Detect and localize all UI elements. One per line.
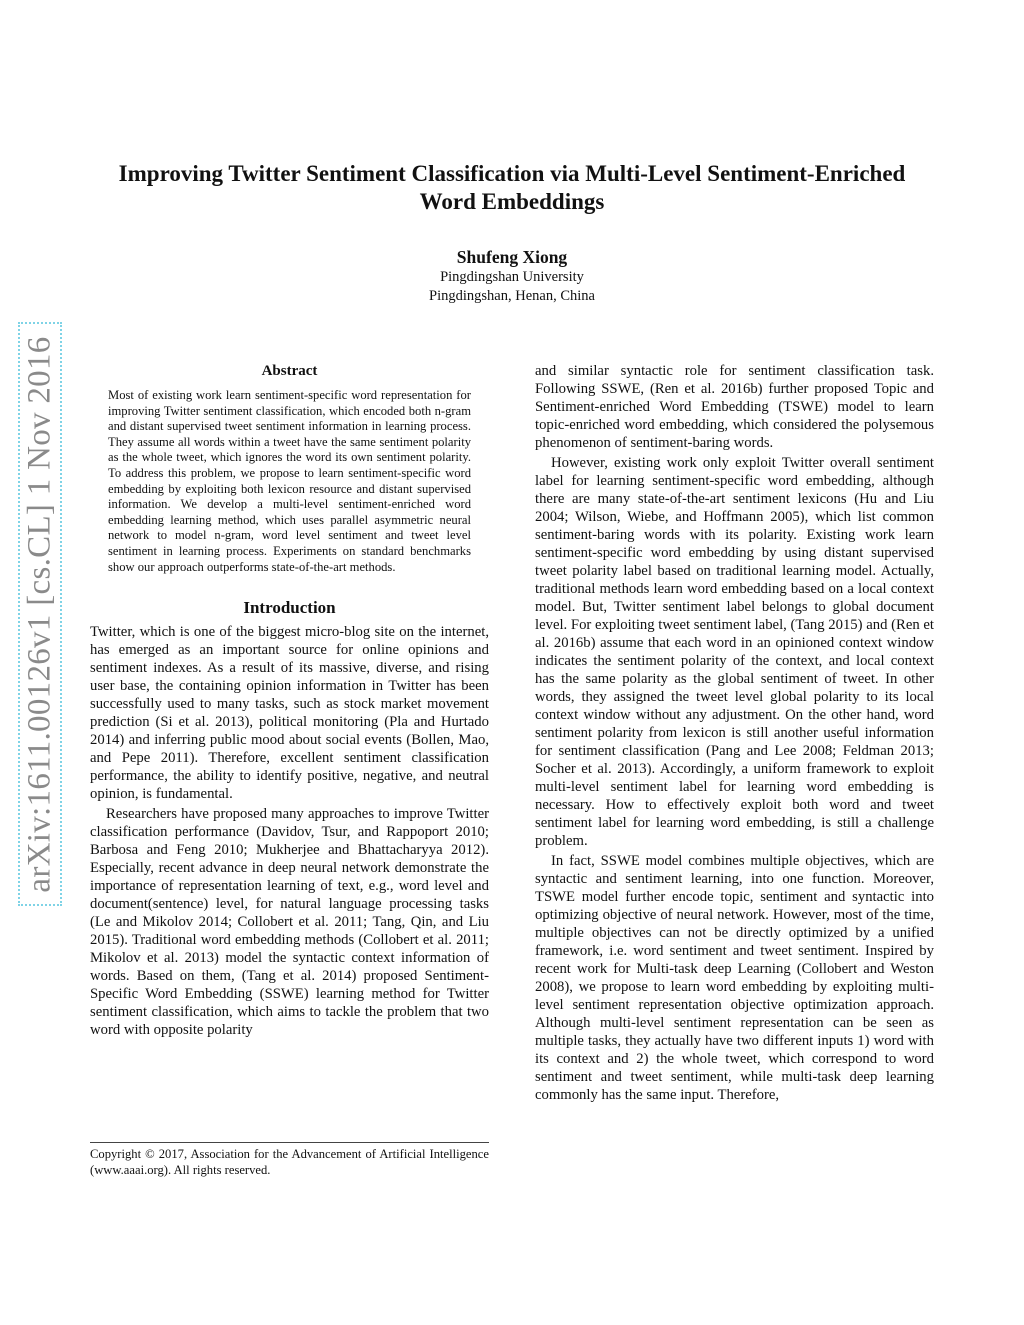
right-paragraph-3: In fact, SSWE model combines multiple objectives, which are syntactic and sentiment learning, into one function. Moreover, TSWE model further encode topic, sentiment and syntactic into optimizing objective of neural network. However, most of the time, multiple objectives can not be directly optimized by a unified framework, i.e. word sentiment and tweet sentiment. Inspired by recent work for Multi-task deep Learning (Collobert and Weston 2008), we propose to learn word embedding by exploiting multi-level sentiment representation objective optimization approach. Although multi-level sentiment representation can be seen as multiple tasks, they actually have two different inputs 1) word with its context and 2) the whole tweet, which correspond to word sentiment and tweet sentiment, while multi-task deep learning commonly has the same input. Therefore,: [535, 853, 934, 1103]
copyright-footnote: Copyright © 2017, Association for the Advancement of Artificial Intelligence (www.aaai.org). All rights reserved.: [90, 1142, 489, 1178]
introduction-paragraph-1: Twitter, which is one of the biggest micro-blog site on the internet, has emerged as an important source for online opinions and sentiment indexes. As a result of its massive, diverse, and rising user base, the containing opinion information in Twitter has been successfully used to many tasks, such as stock market movement prediction (Si et al. 2013), political monitoring (Pla and Hurtado 2014) and inferring public mood about social events (Bollen, Mao, and Pepe 2011). Therefore, excellent sentiment classification performance, the ability to identify positive, negative, and neutral opinion, is fundamental.: [90, 624, 489, 803]
introduction-heading: Introduction: [243, 598, 336, 618]
arxiv-identifier-stamp: [18, 322, 62, 906]
right-paragraph-2: However, existing work only exploit Twitter overall sentiment label for learning sentiment-specific word embedding, although there are many state-of-the-art sentiment lexicons (Hu and Liu 2004; Wilson, Wiebe, and Hoffmann 2005), which list common sentiment-baring words with its polarity. Existing work learn sentiment-specific word embedding by using distant supervised tweet polarity label based on traditional learning model. Actually, traditional methods learn word embedding based on a local context model. But, Twitter sentiment label belongs to global document level. For exploiting tweet sentiment label, (Tang 2015) and (Ren et al. 2016b) assume that each word in an opinioned context window indicates the sentiment polarity of the context, and local context has the same polarity as the global sentiment of tweet. In other words, they assigned the tweet level global polarity to its local context window without any adjustment. On the other hand, word sentiment polarity from lexicon is still another useful information for sentiment classification (Pang and Lee 2008; Feldman 2013; Socher et al. 2013). Accordingly, a uniform framework to exploit multi-level sentiment label for learning word embedding is necessary. How to effectively exploit both word and tweet sentiment label for learning word embedding, is still a challenge problem.: [535, 455, 934, 849]
right-paragraph-1: and similar syntactic role for sentiment classification task. Following SSWE, (Ren et al. 2016b) further proposed Topic and Sentiment-enriched Word Embedding (TSWE) model to learn topic-enriched word embedding, which considered the polysemous phenomenon of sentiment-baring words.: [535, 363, 934, 451]
right-column: [535, 362, 934, 1104]
paper-title: Improving Twitter Sentiment Classification via Multi-Level Sentiment-Enriched Word Embeddings: [118, 161, 906, 214]
arxiv-identifier-text: arXiv:1611.00126v1 [cs.CL] 1 Nov 2016: [21, 335, 58, 893]
abstract-text: Most of existing work learn sentiment-specific word representation for improving Twitter sentiment classification, which encoded both n-gram and distant supervised tweet sentiment information in learning process. They assume all words within a tweet have the same sentiment polarity as the whole tweet, which ignores the word its own sentiment polarity. To address this problem, we propose to learn sentiment-specific word embedding by exploiting both lexicon resource and distant supervised information. We develop a multi-level sentiment-enriched word embedding learning method, which uses parallel asymmetric neural network to model n-gram, word level sentiment and tweet level sentiment in learning process. Experiments on standard benchmarks show our approach outperforms state-of-the-art methods.: [108, 388, 471, 574]
author-name: Shufeng Xiong: [456, 247, 568, 267]
left-column: [90, 362, 489, 1039]
introduction-paragraph-2: Researchers have proposed many approaches to improve Twitter classification performance (Davidov, Tsur, and Rappoport 2010; Barbosa and Feng 2010; Mukherjee and Bhattacharyya 2012). Especially, recent advance in deep neural network demonstrate the importance of representation learning of text, e.g., word level and document(sentence) level, for natural language processing tasks (Le and Mikolov 2014; Collobert et al. 2011; Tang, Qin, and Liu 2015). Traditional word embedding methods (Collobert et al. 2011; Mikolov et al. 2013) model the syntactic context information of words. Based on them, (Tang et al. 2014) proposed Sentiment-Specific Word Embedding (SSWE) learning method for Twitter sentiment classification, which aims to tackle the problem that two word with opposite polarity: [90, 806, 489, 1039]
author-affiliation: Pingdingshan University: [440, 269, 584, 285]
author-location: Pingdingshan, Henan, China: [429, 288, 595, 304]
author-block: [90, 246, 934, 306]
abstract-heading: Abstract: [261, 363, 318, 379]
